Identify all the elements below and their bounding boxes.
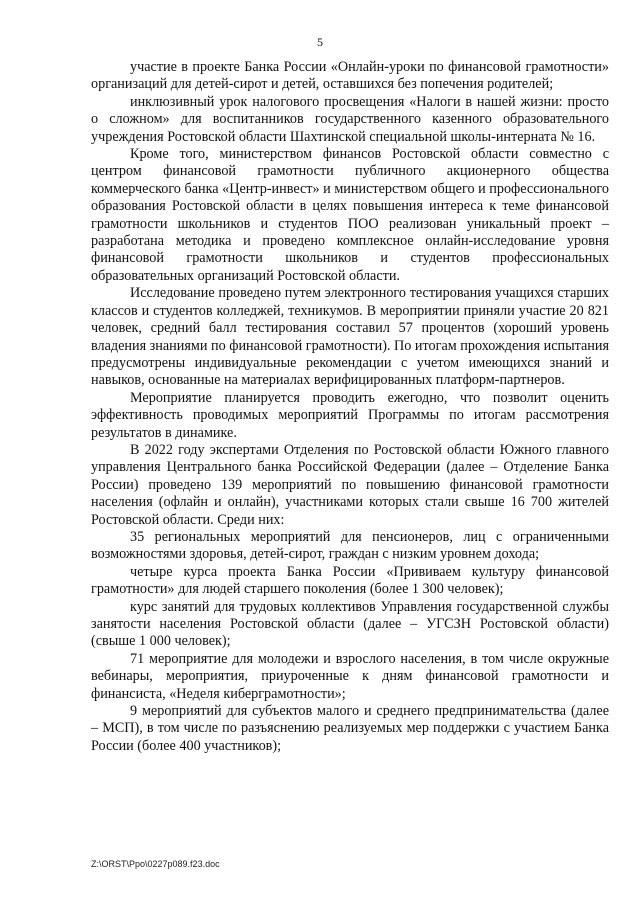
paragraph-bank-of-russia-2022: В 2022 году экспертами Отделения по Ростовской области Южного главного управления Центрального банка Российской Федерации (далее – Отделение Банка России) проведено 139 мероприятий по повышению финансовой грамотности населения (офлайн и онлайн), участниками которых стали свыше 16 700 жителей Ростовской области. Среди них: [91,441,609,528]
paragraph-online-lessons: участие в проекте Банка России «Онлайн-уроки по финансовой грамотности» организаций для детей-сирот и детей, оставшихся без попечения родителей; [91,59,609,93]
paragraph-youth-events: 71 мероприятие для молодежи и взрослого населения, в том числе окружные вебинары, мероприятия, приуроченные к дням финансовой грамотности и финансиста, «Неделя киберграмотности»; [91,650,609,702]
page-number: 5 [317,35,323,49]
paragraph-unique-project: Кроме того, министерством финансов Ростовской области совместно с центром финансовой грамотности публичного акционерного общества коммерческого банка «Центр-инвест» и министерством общего и профессионального образования Ростовской области в целях повышения интереса к теме финансовой грамотности школьников и студентов ПОО реализован уникальный проект – разработана методика и проведено комплексное онлайн-исследование уровня финансовой грамотности школьников и студентов профессиональных образовательных организаций Ростовской области. [91,146,609,284]
paragraph-labor-collectives: курс занятий для трудовых коллективов Управления государственной службы занятости населения Ростовской области (далее – УГСЗН Ростовской области) (свыше 1 000 человек); [91,598,609,650]
paragraph-inclusive-lesson: инклюзивный урок налогового просвещения «Налоги в нашей жизни: просто о сложном» для воспитанников государственного казенного образовательного учреждения Ростовской области Шахтинской специальной школы-интерната № 16. [91,93,609,145]
paragraph-testing-research: Исследование проведено путем электронного тестирования учащихся старших классов и студентов колледжей, техникумов. В мероприятии приняли участие 20 821 человек, средний балл тестирования составил 57 процентов (хороший уровень владения знаниями по финансовой грамотности). По итогам прохождения испытания предусмотрены индивидуальные рекомендации с учетом имеющихся знаний и навыков, основанные на материалах верифицированных платформ-партнеров. [91,285,609,389]
file-path-footer: Z:\ORST\Ppo\0227p089.f23.doc [91,859,220,869]
paragraph-sme-events: 9 мероприятий для субъектов малого и среднего предпринимательства (далее – МСП), в том числе по разъяснению реализуемых мер поддержки с участием Банка России (более 400 участников); [91,703,609,754]
body-text [91,59,609,755]
paragraph-four-courses: четыре курса проекта Банка России «Прививаем культуру финансовой грамотности» для людей старшего поколения (более 1 300 человек); [91,563,609,598]
paragraph-annual-event: Мероприятие планируется проводить ежегодно, что позволит оценить эффективность проводимых мероприятий Программы по итогам рассмотрения результатов в динамике. [91,389,609,441]
paragraph-regional-events: 35 региональных мероприятий для пенсионеров, лиц с ограниченными возможностями здоровья, детей-сирот, граждан с низким уровнем дохода; [91,528,609,563]
